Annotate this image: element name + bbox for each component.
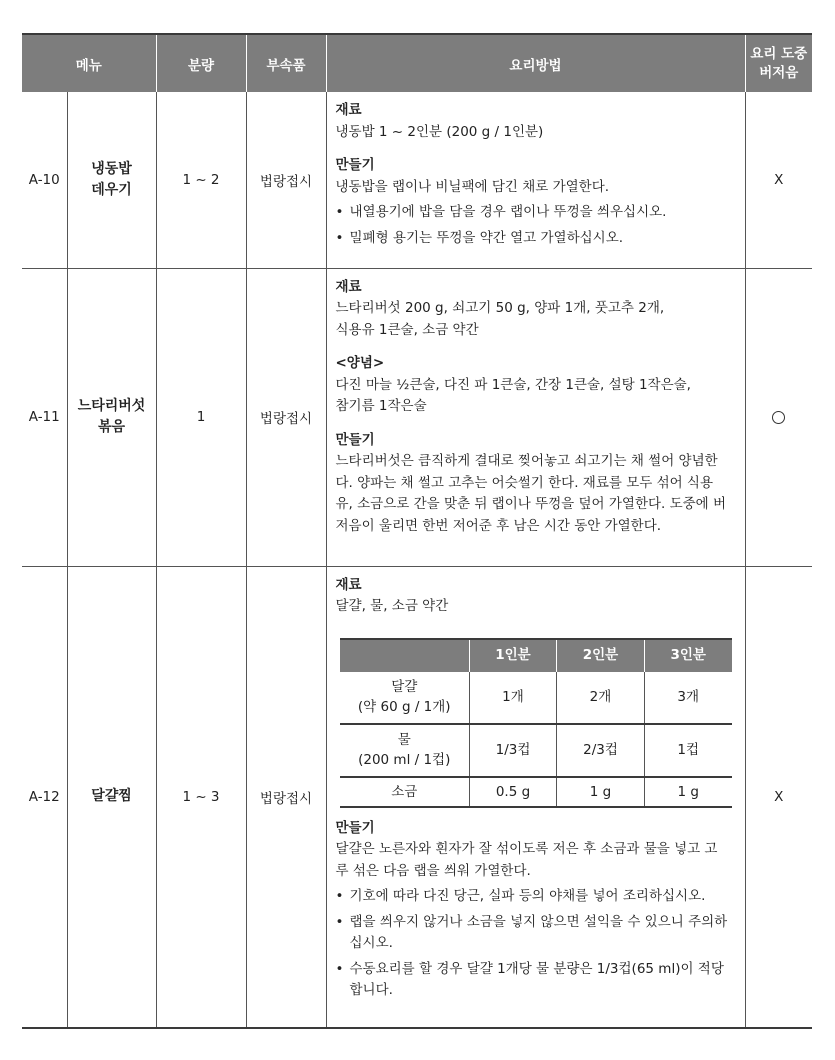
cooking-method [326,566,745,1028]
header-stir-line2: 버저음 [759,64,799,81]
ingredients-line2: 식용유 1큰술, 소금 약간 [335,321,479,338]
seasoning-heading: <양념> [335,355,385,371]
menu-amount: 1 [156,268,246,566]
ingredients-text: 달걀, 물, 소금 약간 [335,598,449,614]
ingredients-heading: 재료 [335,278,362,295]
ingredients-line1: 느타리버섯 200 g, 쇠고기 50 g, 양파 1개, 풋고추 2개, [335,300,665,316]
menu-name-line2: 데우기 [91,181,132,198]
making-line: 루 섞은 다음 랩을 씌워 가열한다. [335,862,531,879]
table-row [22,268,812,566]
tips-list [336,886,735,1002]
servings-label-line1: 물 [397,732,411,748]
header-method: 요리방법 [326,34,745,92]
servings-value: 1/3컵 [470,724,557,777]
menu-amount: 1 ~ 3 [156,566,246,1028]
servings-value: 1 g [645,777,732,807]
circle-mark-icon [772,411,785,424]
menu-accessory: 법랑접시 [246,268,326,566]
servings-value: 1개 [470,672,557,724]
stir-buzzer-value: X [745,92,812,268]
servings-value: 1컵 [645,724,732,777]
making-line: 저음이 울리면 한번 저어준 후 남은 시간 동안 가열한다. [335,517,662,534]
servings-row-egg [340,672,732,724]
making-line: 다. 양파는 채 썰고 고추는 어슷썰기 한다. 재료를 모두 섞어 식용 [335,474,714,491]
servings-value: 2개 [557,672,645,724]
header-menu: 메뉴 [22,34,156,92]
menu-code: A-10 [22,92,67,268]
servings-header-3: 3인분 [645,639,732,672]
menu-name-line1: 냉동밥 [91,160,132,177]
servings-header-2: 2인분 [557,639,645,672]
menu-name [67,268,156,566]
seasoning-line1: 다진 마늘 ½큰술, 다진 파 1큰술, 간장 1큰술, 설탕 1작은술, [335,376,691,393]
menu-name-line2: 볶음 [97,419,126,435]
making-heading: 만들기 [335,157,375,173]
stir-buzzer-value [745,268,812,566]
servings-value: 0.5 g [470,777,557,807]
table-header-row [22,34,812,92]
menu-code: A-11 [22,268,67,566]
menu-name-line1: 느타리버섯 [77,398,146,414]
menu-code: A-12 [22,566,67,1028]
menu-amount: 1 ~ 2 [156,92,246,268]
tips-list [336,202,735,249]
header-accessory: 부속품 [246,34,326,92]
cooking-method [326,268,745,566]
menu-name [67,92,156,268]
ingredients-heading: 재료 [335,576,362,593]
servings-value: 1 g [557,777,645,807]
table-row [22,566,812,1028]
servings-value: 2/3컵 [557,724,645,777]
servings-label-line2: (200 ml / 1컵) [358,752,451,768]
servings-label [340,672,470,724]
list-item: • 수동요리를 할 경우 달걀 1개당 물 분량은 1/3컵(65 ml)이 적당합니다. [336,959,735,1002]
making-line: 유, 소금으로 간을 맞춘 뒤 랩이나 뚜껑을 덮어 가열한다. 도중에 버 [335,496,727,512]
header-stir-line1: 요리 도중 [750,45,808,62]
making-line: 느타리버섯은 큼직하게 결대로 찢어놓고 쇠고기는 채 썰어 양념한 [335,453,718,469]
menu-accessory: 법랑접시 [246,92,326,268]
servings-header-blank [340,639,470,672]
servings-value: 3개 [645,672,732,724]
making-heading: 만들기 [335,431,375,448]
header-stir-buzzer [745,34,812,92]
servings-table [340,638,732,808]
servings-row-water [340,724,732,777]
menu-name: 달걀찜 [67,566,156,1028]
servings-row-salt [340,777,732,807]
servings-label-line1: 달걀 [391,679,418,695]
servings-label-line2: (약 60 g / 1개) [357,699,451,715]
header-amount: 분량 [156,34,246,92]
servings-label [340,724,470,777]
making-line: 달걀은 노른자와 흰자가 잘 섞이도록 저은 후 소금과 물을 넣고 고 [335,841,718,857]
seasoning-line2: 참기름 1작은술 [335,398,427,414]
cooking-menu-table [22,33,812,1029]
ingredients-heading: 재료 [335,102,362,118]
menu-accessory: 법랑접시 [246,566,326,1028]
cooking-method [326,92,745,268]
ingredients-text: 냉동밥 1 ~ 2인분 (200 g / 1인분) [335,123,544,140]
list-item: • 랩을 씌우지 않거나 소금을 넣지 않으면 설익을 수 있으니 주의하십시오. [336,912,735,955]
list-item: • 기호에 따라 다진 당근, 실파 등의 야채를 넣어 조리하십시오. [336,886,735,908]
table-row [22,92,812,268]
making-heading: 만들기 [335,819,375,836]
list-item: • 내열용기에 밥을 담을 경우 랩이나 뚜껑을 씌우십시오. [336,202,735,224]
list-item: • 밀폐형 용기는 뚜껑을 약간 열고 가열하십시오. [336,228,735,250]
servings-header-1: 1인분 [470,639,557,672]
servings-label: 소금 [340,777,470,807]
making-text: 냉동밥을 랩이나 비닐팩에 담긴 채로 가열한다. [335,178,610,195]
stir-buzzer-value: X [745,566,812,1028]
servings-header-row [340,639,732,672]
